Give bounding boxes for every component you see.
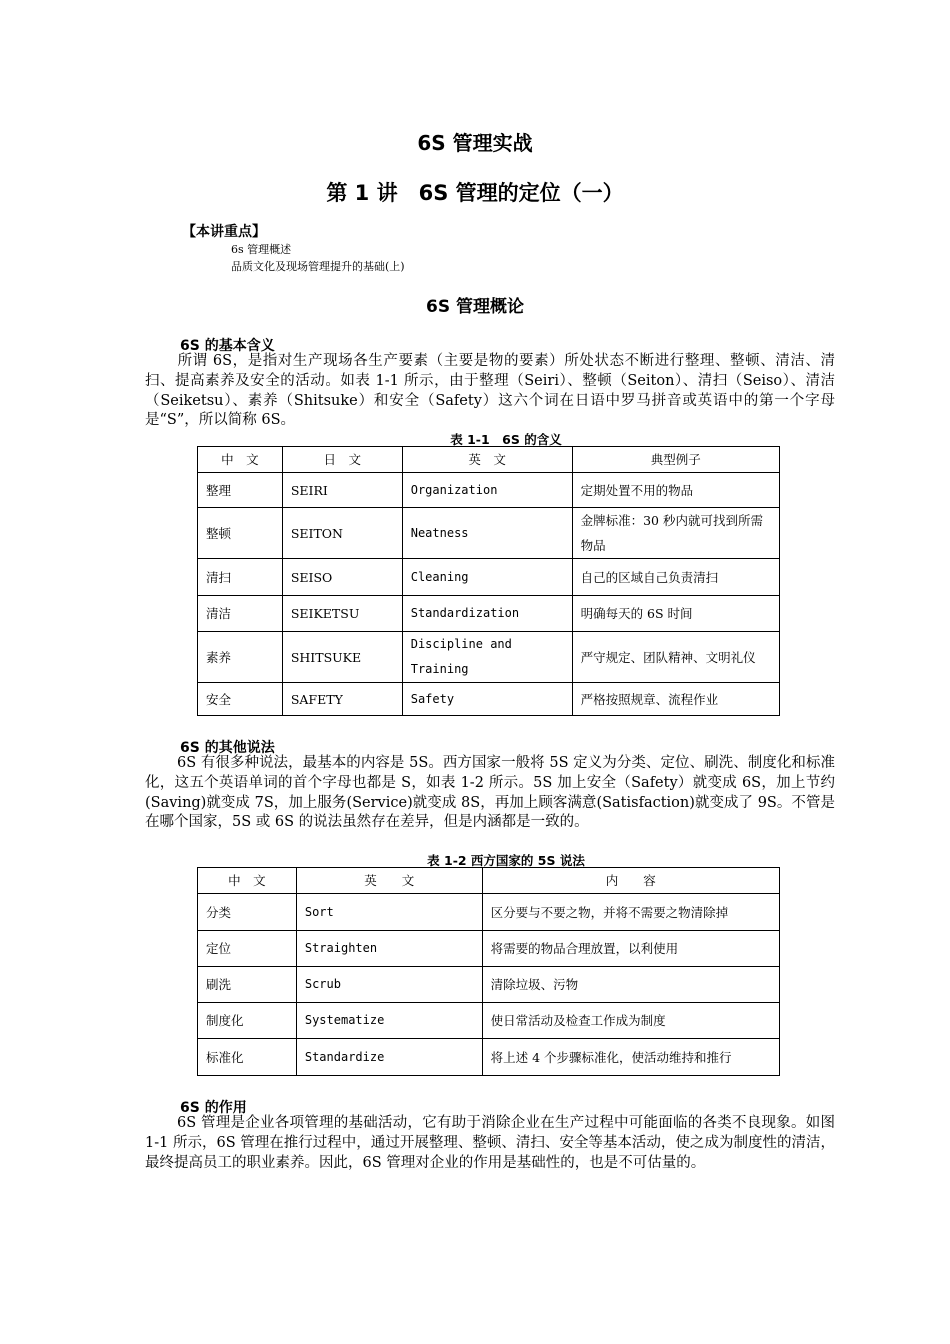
table-row [198,559,780,596]
paragraph [145,1114,835,1173]
paragraph-text: 6S 管理是企业各项管理的基础活动，它有助于消除企业在生产过程中可能面临的各类不良现象。如图 1-1 所示，6S 管理在推行过程中，通过开展整理、整顿、清扫、安全等基本活动，使之成为制度性的清洁，最终提高员工的职业素养。因此，6S 管理对企业的作用是基础性的，也是不可估量的。 [145,1115,835,1171]
lecture-title: 第 1 讲 6S 管理的定位（一） [326,181,624,205]
column-header: 英 文 [402,447,572,473]
table-cell: 标准化 [198,1039,297,1076]
table-cell: Standardize [296,1039,482,1076]
table-cell: 将需要的物品合理放置，以利使用 [482,931,779,967]
table-cell: 区分要与不要之物，并将不需要之物清除掉 [482,894,779,931]
table-row [198,632,780,683]
table-caption: 表 1-2 西方国家的 5S 说法 [427,853,585,868]
column-header: 中 文 [198,868,297,894]
column-header: 典型例子 [572,447,779,473]
table-row [198,931,780,967]
table-caption: 表 1-1 6S 的含义 [450,432,562,447]
table-cell: SEIRI [282,473,402,508]
table-cell: Neatness [402,508,572,559]
table-cell: 素养 [198,632,283,683]
document-title: 6S 管理实战 [417,131,533,155]
paragraph [145,352,835,431]
table-cell: SAFETY [282,683,402,716]
column-header: 内 容 [482,868,779,894]
table-cell: Discipline and Training [402,632,572,683]
table-row [198,894,780,931]
table-row [198,596,780,632]
table-cell: 清除垃圾、污物 [482,967,779,1003]
table-row [198,683,780,716]
table-cell: 自己的区域自己负责清扫 [572,559,779,596]
table-row [198,967,780,1003]
table-cell: Scrub [296,967,482,1003]
table-cell: 安全 [198,683,283,716]
section-heading: 6S 的其他说法 [180,740,275,756]
table-western-5s [197,867,780,1076]
table-cell: 使日常活动及检查工作成为制度 [482,1003,779,1039]
table-cell: Organization [402,473,572,508]
section-heading: 6S 的基本含义 [180,338,275,354]
column-header: 日 文 [282,447,402,473]
table-cell: 整顿 [198,508,283,559]
table-cell: SEIKETSU [282,596,402,632]
table-cell: 明确每天的 6S 时间 [572,596,779,632]
table-cell: 清扫 [198,559,283,596]
table-cell: 清洁 [198,596,283,632]
paragraph [145,754,835,833]
table-row [198,508,780,559]
table-cell: 刷洗 [198,967,297,1003]
table-cell: 分类 [198,894,297,931]
table-cell: 定期处置不用的物品 [572,473,779,508]
section-title: 6S 管理概论 [426,297,524,317]
table-cell: Straighten [296,931,482,967]
table-cell: Systematize [296,1003,482,1039]
focus-item: 6s 管理概述 [231,243,292,256]
table-cell: 整理 [198,473,283,508]
table-cell: 严格按照规章、流程作业 [572,683,779,716]
table-cell: SEITON [282,508,402,559]
column-header: 英 文 [296,868,482,894]
table-cell: 定位 [198,931,297,967]
table-row [198,473,780,508]
focus-heading: 【本讲重点】 [182,224,266,240]
table-cell: SEISO [282,559,402,596]
section-heading: 6S 的作用 [180,1100,247,1116]
table-cell: SHITSUKE [282,632,402,683]
table-cell: 将上述 4 个步骤标准化，使活动维持和推行 [482,1039,779,1076]
table-cell: 制度化 [198,1003,297,1039]
table-cell: Standardization [402,596,572,632]
table-header-row [198,868,780,894]
table-row [198,1003,780,1039]
column-header: 中 文 [198,447,283,473]
table-cell: Sort [296,894,482,931]
table-cell: Safety [402,683,572,716]
table-cell: 金牌标准：30 秒内就可找到所需物品 [572,508,779,559]
paragraph-text: 所谓 6S，是指对生产现场各生产要素（主要是物的要素）所处状态不断进行整理、整顿、清洁、清扫、提高素养及安全的活动。如表 1-1 所示，由于整理（Seiri）、整顿（Seiton）、清扫（Seiso）、清洁（Seiketsu）、素养（Shitsuke）和安全（Safety）这六个词在日语中罗马拼音或英语中的第一个字母是“S”，所以简称 6S。 [145,353,835,429]
table-cell: Cleaning [402,559,572,596]
table-6s-meaning [197,446,780,716]
table-header-row [198,447,780,473]
paragraph-text: 6S 有很多种说法，最基本的内容是 5S。西方国家一般将 5S 定义为分类、定位、刷洗、制度化和标准化，这五个英语单词的首个字母也都是 S，如表 1-2 所示。5S 加上安全（Safety）就变成 6S，加上节约(Saving)就变成 7S，加上服务(Service)就变成 8S，再加上顾客满意(Satisfaction)就变成了 9S。不管是在哪个国家，5S 或 6S 的说法虽然存在差异，但是内涵都是一致的。 [145,755,835,831]
table-row [198,1039,780,1076]
focus-item: 品质文化及现场管理提升的基础(上) [231,260,405,273]
table-cell: 严守规定、团队精神、文明礼仪 [572,632,779,683]
